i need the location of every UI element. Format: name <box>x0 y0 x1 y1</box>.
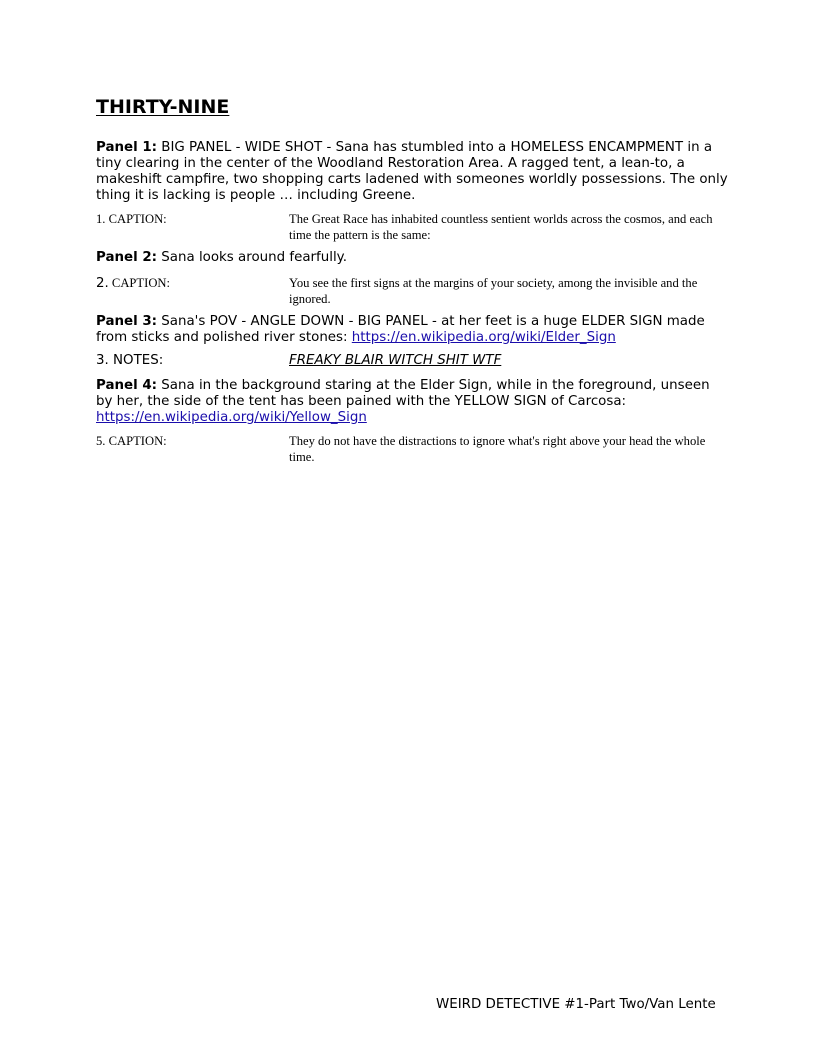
notes-3-label: 3. NOTES: <box>96 353 164 368</box>
elder-sign-link[interactable]: https://en.wikipedia.org/wiki/Elder_Sign <box>351 330 616 345</box>
panel-1-label: Panel 1: <box>96 140 158 155</box>
caption-5-text: They do not have the distractions to ignore what's right above your head the whole time. <box>289 434 706 464</box>
notes-3-text: FREAKY BLAIR WITCH SHIT WTF <box>289 353 502 368</box>
caption-5-label: 5. CAPTION: <box>96 434 167 448</box>
panel-2-text: Sana looks around fearfully. <box>157 250 347 265</box>
caption-2-number: 2. <box>96 276 109 291</box>
caption-1-label: 1. CAPTION: <box>96 212 167 226</box>
panel-4-description <box>96 378 728 426</box>
panel-4-label: Panel 4: <box>96 378 158 393</box>
page-footer: WEIRD DETECTIVE #1-Part Two/Van Lente <box>436 997 716 1012</box>
panel-1-text: BIG PANEL - WIDE SHOT - Sana has stumbled into a HOMELESS ENCAMPMENT in a tiny clearing in the center of the Woodland Restoration Area. A ragged tent, a lean-to, a makeshift campfire, two shopping carts ladened with someones worldly possessions. The only thing it is lacking is people … including Greene. <box>96 140 728 203</box>
yellow-sign-link[interactable]: https://en.wikipedia.org/wiki/Yellow_Sign <box>96 410 367 425</box>
panel-2-label: Panel 2: <box>96 250 158 265</box>
caption-2-label-text: CAPTION: <box>108 276 171 290</box>
caption-2-text: You see the first signs at the margins of your society, among the invisible and the ignored. <box>289 276 698 306</box>
caption-2-label <box>96 275 170 292</box>
panel-2-description <box>96 250 728 266</box>
panel-1-description <box>96 140 728 204</box>
page-title: THIRTY-NINE <box>96 96 230 118</box>
panel-3-description <box>96 314 728 346</box>
panel-4-text: Sana in the background staring at the Elder Sign, while in the foreground, unseen by her, the side of the tent has been pained with the YELLOW SIGN of Carcosa: <box>96 378 710 409</box>
panel-3-text: Sana's POV - ANGLE DOWN - BIG PANEL - at her feet is a huge ELDER SIGN made from sticks and polished river stones: <box>96 314 705 345</box>
panel-3-label: Panel 3: <box>96 314 158 329</box>
caption-1-text: The Great Race has inhabited countless sentient worlds across the cosmos, and each time the pattern is the same: <box>289 212 713 242</box>
